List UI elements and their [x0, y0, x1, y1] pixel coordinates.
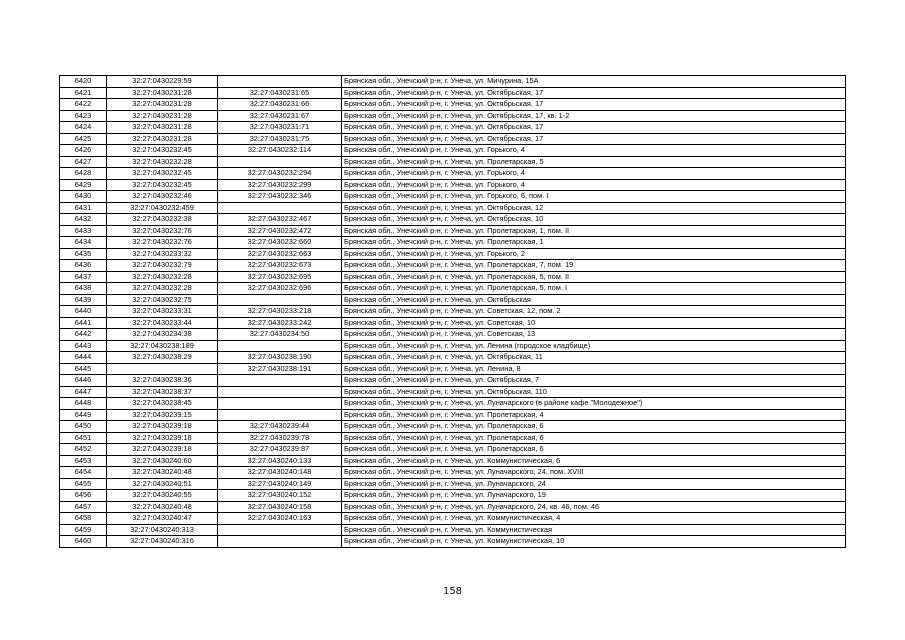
address-cell: Брянская обл., Унечский р-н, г. Унеча, ул. Советская, 12, пом. 2: [342, 306, 846, 318]
parcel-number-cell: 32:27:0430240:48: [107, 467, 218, 479]
object-number-cell: 32:27:0430240:133: [218, 455, 342, 467]
address-cell: Брянская обл., Унечский р-н, г. Унеча, ул. Октябрьская, 17, кв. 1-2: [342, 110, 846, 122]
object-number-cell: 32:27:0430231:75: [218, 133, 342, 145]
address-cell: Брянская обл., Унечский р-н, г. Унеча, ул. Горького, 4: [342, 145, 846, 157]
address-cell: Брянская обл., Унечский р-н, г. Унеча, ул. Пролетарская, 5, пом. I: [342, 283, 846, 295]
object-number-cell: [218, 156, 342, 168]
row-number-cell: 6430: [60, 191, 107, 203]
parcel-number-cell: 32:27:0430238:36: [107, 375, 218, 387]
object-number-cell: 32:27:0430232:294: [218, 168, 342, 180]
parcel-number-cell: 32:27:0430240:316: [107, 536, 218, 548]
table-row: [60, 133, 846, 145]
parcel-number-cell: 32:27:0430238:29: [107, 352, 218, 364]
object-number-cell: 32:27:0430231:71: [218, 122, 342, 134]
row-number-cell: 6456: [60, 490, 107, 502]
row-number-cell: 6450: [60, 421, 107, 433]
parcel-number-cell: [107, 363, 218, 375]
table-row: [60, 191, 846, 203]
object-number-cell: 32:27:0430231:66: [218, 99, 342, 111]
table-row: [60, 306, 846, 318]
parcel-number-cell: 32:27:0430239:18: [107, 444, 218, 456]
object-number-cell: 32:27:0430239:44: [218, 421, 342, 433]
row-number-cell: 6446: [60, 375, 107, 387]
row-number-cell: 6442: [60, 329, 107, 341]
parcel-number-cell: 32:27:0430233:44: [107, 317, 218, 329]
table-row: [60, 340, 846, 352]
object-number-cell: 32:27:0430238:191: [218, 363, 342, 375]
parcel-number-cell: 32:27:0430232:76: [107, 225, 218, 237]
table-row: [60, 202, 846, 214]
object-number-cell: 32:27:0430233:218: [218, 306, 342, 318]
row-number-cell: 6457: [60, 501, 107, 513]
parcel-number-cell: 32:27:0430240:55: [107, 490, 218, 502]
table-row: [60, 432, 846, 444]
parcel-number-cell: 32:27:0430232:28: [107, 283, 218, 295]
table-row: [60, 179, 846, 191]
object-number-cell: [218, 524, 342, 536]
object-number-cell: 32:27:0430232:472: [218, 225, 342, 237]
row-number-cell: 6451: [60, 432, 107, 444]
row-number-cell: 6434: [60, 237, 107, 249]
registry-table: [59, 75, 846, 548]
table-row: [60, 375, 846, 387]
object-number-cell: 32:27:0430240:163: [218, 513, 342, 525]
parcel-number-cell: 32:27:0430240:51: [107, 478, 218, 490]
table-row: [60, 87, 846, 99]
table-row: [60, 271, 846, 283]
address-cell: Брянская обл., Унечский р-н, г. Унеча, ул. Коммунистическая, 4: [342, 513, 846, 525]
parcel-number-cell: 32:27:0430232:45: [107, 179, 218, 191]
address-cell: Брянская обл., Унечский р-н, г. Унеча, ул. Коммунистическая, 10: [342, 536, 846, 548]
object-number-cell: [218, 294, 342, 306]
parcel-number-cell: 32:27:0430232:75: [107, 294, 218, 306]
parcel-number-cell: 32:27:0430231:28: [107, 133, 218, 145]
object-number-cell: 32:27:0430239:78: [218, 432, 342, 444]
table-row: [60, 283, 846, 295]
table-row: [60, 536, 846, 548]
address-cell: Брянская обл., Унечский р-н, г. Унеча, ул. Горького, 4: [342, 179, 846, 191]
table-row: [60, 317, 846, 329]
object-number-cell: 32:27:0430232:673: [218, 260, 342, 272]
row-number-cell: 6439: [60, 294, 107, 306]
row-number-cell: 6420: [60, 76, 107, 88]
address-cell: Брянская обл., Унечский р-н, г. Унеча, ул. Октябрьская, 10: [342, 214, 846, 226]
address-cell: Брянская обл., Унечский р-н, г. Унеча, ул. Горького, 4: [342, 168, 846, 180]
address-cell: Брянская обл., Унечский р-н, г. Унеча, ул. Пролетарская, 1: [342, 237, 846, 249]
row-number-cell: 6453: [60, 455, 107, 467]
address-cell: Брянская обл., Унечский р-н, г. Унеча, ул. Пролетарская, 7, пом. 19: [342, 260, 846, 272]
parcel-number-cell: 32:27:0430240:313: [107, 524, 218, 536]
parcel-number-cell: 32:27:0430232:45: [107, 145, 218, 157]
registry-table-body: [60, 76, 846, 548]
address-cell: Брянская обл., Унечский р-н, г. Унеча, ул. Луначарского, 19: [342, 490, 846, 502]
object-number-cell: 32:27:0430233:242: [218, 317, 342, 329]
parcel-number-cell: 32:27:0430232:28: [107, 156, 218, 168]
table-row: [60, 513, 846, 525]
address-cell: Брянская обл., Унечский р-н, г. Унеча, ул. Советская, 13: [342, 329, 846, 341]
object-number-cell: 32:27:0430232:299: [218, 179, 342, 191]
object-number-cell: [218, 375, 342, 387]
table-row: [60, 168, 846, 180]
object-number-cell: 32:27:0430240:152: [218, 490, 342, 502]
row-number-cell: 6427: [60, 156, 107, 168]
row-number-cell: 6449: [60, 409, 107, 421]
parcel-number-cell: 32:27:0430233:32: [107, 248, 218, 260]
row-number-cell: 6438: [60, 283, 107, 295]
table-row: [60, 214, 846, 226]
object-number-cell: 32:27:0430232:695: [218, 271, 342, 283]
parcel-number-cell: 32:27:0430232:79: [107, 260, 218, 272]
parcel-number-cell: 32:27:0430232:45: [107, 168, 218, 180]
row-number-cell: 6458: [60, 513, 107, 525]
object-number-cell: [218, 398, 342, 410]
address-cell: Брянская обл., Унечский р-н, г. Унеча, ул. Пролетарская, 6: [342, 444, 846, 456]
parcel-number-cell: 32:27:0430232:46: [107, 191, 218, 203]
object-number-cell: [218, 386, 342, 398]
address-cell: Брянская обл., Унечский р-н, г. Унеча, ул. Пролетарская, 5: [342, 156, 846, 168]
row-number-cell: 6455: [60, 478, 107, 490]
object-number-cell: 32:27:0430238:190: [218, 352, 342, 364]
address-cell: Брянская обл., Унечский р-н, г. Унеча, ул. Октябрьская, 110: [342, 386, 846, 398]
object-number-cell: [218, 202, 342, 214]
object-number-cell: 32:27:0430234:50: [218, 329, 342, 341]
row-number-cell: 6425: [60, 133, 107, 145]
parcel-number-cell: 32:27:0430239:18: [107, 432, 218, 444]
object-number-cell: 32:27:0430232:114: [218, 145, 342, 157]
parcel-number-cell: 32:27:0430231:28: [107, 122, 218, 134]
address-cell: Брянская обл., Унечский р-н, г. Унеча, ул. Коммунистическая, 6: [342, 455, 846, 467]
address-cell: Брянская обл., Унечский р-н, г. Унеча, ул. Пролетарская, 6: [342, 432, 846, 444]
table-row: [60, 490, 846, 502]
table-row: [60, 352, 846, 364]
address-cell: Брянская обл., Унечский р-н, г. Унеча, ул. Луначарского, 24, пом. XVIII: [342, 467, 846, 479]
address-cell: Брянская обл., Унечский р-н, г. Унеча, ул. Ленина, 8: [342, 363, 846, 375]
table-row: [60, 329, 846, 341]
address-cell: Брянская обл., Унечский р-н, г. Унеча, ул. Горького, 2: [342, 248, 846, 260]
parcel-number-cell: 32:27:0430232:76: [107, 237, 218, 249]
address-cell: Брянская обл., Унечский р-н, г. Унеча, ул. Пролетарская, 6: [342, 421, 846, 433]
table-row: [60, 294, 846, 306]
object-number-cell: [218, 409, 342, 421]
object-number-cell: 32:27:0430240:148: [218, 467, 342, 479]
row-number-cell: 6426: [60, 145, 107, 157]
parcel-number-cell: 32:27:0430238:37: [107, 386, 218, 398]
object-number-cell: 32:27:0430232:660: [218, 237, 342, 249]
address-cell: Брянская обл., Унечский р-н, г. Унеча, ул. Пролетарская, 1, пом. II: [342, 225, 846, 237]
row-number-cell: 6423: [60, 110, 107, 122]
table-row: [60, 110, 846, 122]
object-number-cell: 32:27:0430232:346: [218, 191, 342, 203]
address-cell: Брянская обл., Унечский р-н, г. Унеча, ул. Октябрьская, 17: [342, 99, 846, 111]
row-number-cell: 6422: [60, 99, 107, 111]
parcel-number-cell: 32:27:0430238:45: [107, 398, 218, 410]
parcel-number-cell: 32:27:0430240:48: [107, 501, 218, 513]
table-row: [60, 248, 846, 260]
table-row: [60, 145, 846, 157]
object-number-cell: [218, 340, 342, 352]
address-cell: Брянская обл., Унечский р-н, г. Унеча, ул. Луначарского (в районе кафе "Молодежное"): [342, 398, 846, 410]
row-number-cell: 6432: [60, 214, 107, 226]
table-row: [60, 156, 846, 168]
table-row: [60, 76, 846, 88]
parcel-number-cell: 32:27:0430231:28: [107, 99, 218, 111]
table-row: [60, 225, 846, 237]
address-cell: Брянская обл., Унечский р-н, г. Унеча, ул. Коммунистическая: [342, 524, 846, 536]
table-row: [60, 478, 846, 490]
row-number-cell: 6444: [60, 352, 107, 364]
row-number-cell: 6437: [60, 271, 107, 283]
object-number-cell: [218, 536, 342, 548]
table-row: [60, 421, 846, 433]
table-row: [60, 363, 846, 375]
parcel-number-cell: 32:27:0430240:47: [107, 513, 218, 525]
row-number-cell: 6428: [60, 168, 107, 180]
row-number-cell: 6424: [60, 122, 107, 134]
object-number-cell: 32:27:0430239:87: [218, 444, 342, 456]
table-row: [60, 122, 846, 134]
table-row: [60, 409, 846, 421]
parcel-number-cell: 32:27:0430232:459: [107, 202, 218, 214]
object-number-cell: [218, 76, 342, 88]
table-row: [60, 467, 846, 479]
address-cell: Брянская обл., Унечский р-н, г. Унеча, ул. Луначарского, 24, кв. 46, пом. 46: [342, 501, 846, 513]
row-number-cell: 6447: [60, 386, 107, 398]
parcel-number-cell: 32:27:0430239:18: [107, 421, 218, 433]
object-number-cell: 32:27:0430240:158: [218, 501, 342, 513]
row-number-cell: 6454: [60, 467, 107, 479]
row-number-cell: 6440: [60, 306, 107, 318]
parcel-number-cell: 32:27:0430233:31: [107, 306, 218, 318]
table-row: [60, 455, 846, 467]
parcel-number-cell: 32:27:0430232:38: [107, 214, 218, 226]
row-number-cell: 6433: [60, 225, 107, 237]
object-number-cell: 32:27:0430240:149: [218, 478, 342, 490]
parcel-number-cell: 32:27:0430232:28: [107, 271, 218, 283]
address-cell: Брянская обл., Унечский р-н, г. Унеча, ул. Пролетарская, 4: [342, 409, 846, 421]
address-cell: Брянская обл., Унечский р-н, г. Унеча, ул. Пролетарская, 5, пом. II: [342, 271, 846, 283]
table-row: [60, 260, 846, 272]
object-number-cell: 32:27:0430231:65: [218, 87, 342, 99]
table-row: [60, 524, 846, 536]
table-row: [60, 444, 846, 456]
object-number-cell: 32:27:0430231:67: [218, 110, 342, 122]
parcel-number-cell: 32:27:0430239:15: [107, 409, 218, 421]
address-cell: Брянская обл., Унечский р-н, г. Унеча, ул. Советская, 10: [342, 317, 846, 329]
row-number-cell: 6429: [60, 179, 107, 191]
table-row: [60, 501, 846, 513]
row-number-cell: 6448: [60, 398, 107, 410]
page-number: 158: [442, 586, 463, 597]
address-cell: Брянская обл., Унечский р-н, г. Унеча, ул. Октябрьская, 17: [342, 133, 846, 145]
address-cell: Брянская обл., Унечский р-н, г. Унеча, ул. Октябрьская, 11: [342, 352, 846, 364]
address-cell: Брянская обл., Унечский р-н, г. Унеча, ул. Октябрьская, 17: [342, 122, 846, 134]
table-row: [60, 99, 846, 111]
address-cell: Брянская обл., Унечский р-н, г. Унеча, ул. Мичурина, 15А: [342, 76, 846, 88]
parcel-number-cell: 32:27:0430231:28: [107, 87, 218, 99]
parcel-number-cell: 32:27:0430231:28: [107, 110, 218, 122]
address-cell: Брянская обл., Унечский р-н, г. Унеча, ул. Октябрьская, 17: [342, 87, 846, 99]
row-number-cell: 6435: [60, 248, 107, 260]
table-row: [60, 398, 846, 410]
address-cell: Брянская обл., Унечский р-н, г. Унеча, ул. Ленина (городское кладбище): [342, 340, 846, 352]
address-cell: Брянская обл., Унечский р-н, г. Унеча, ул. Луначарского, 24: [342, 478, 846, 490]
parcel-number-cell: 32:27:0430234:38: [107, 329, 218, 341]
row-number-cell: 6421: [60, 87, 107, 99]
object-number-cell: 32:27:0430232:696: [218, 283, 342, 295]
object-number-cell: 32:27:0430232:467: [218, 214, 342, 226]
parcel-number-cell: 32:27:0430240:60: [107, 455, 218, 467]
row-number-cell: 6443: [60, 340, 107, 352]
address-cell: Брянская обл., Унечский р-н, г. Унеча, ул. Октябрьская, 12: [342, 202, 846, 214]
row-number-cell: 6459: [60, 524, 107, 536]
row-number-cell: 6441: [60, 317, 107, 329]
object-number-cell: 32:27:0430232:663: [218, 248, 342, 260]
address-cell: Брянская обл., Унечский р-н, г. Унеча, ул. Горького, 6, пом. I: [342, 191, 846, 203]
row-number-cell: 6445: [60, 363, 107, 375]
row-number-cell: 6436: [60, 260, 107, 272]
table-row: [60, 386, 846, 398]
parcel-number-cell: 32:27:0430229:59: [107, 76, 218, 88]
address-cell: Брянская обл., Унечский р-н, г. Унеча, ул. Октябрьская, 7: [342, 375, 846, 387]
row-number-cell: 6460: [60, 536, 107, 548]
row-number-cell: 6431: [60, 202, 107, 214]
address-cell: Брянская обл., Унечский р-н, г. Унеча, ул. Октябрьская: [342, 294, 846, 306]
parcel-number-cell: 32:27:0430238:189: [107, 340, 218, 352]
row-number-cell: 6452: [60, 444, 107, 456]
table-row: [60, 237, 846, 249]
